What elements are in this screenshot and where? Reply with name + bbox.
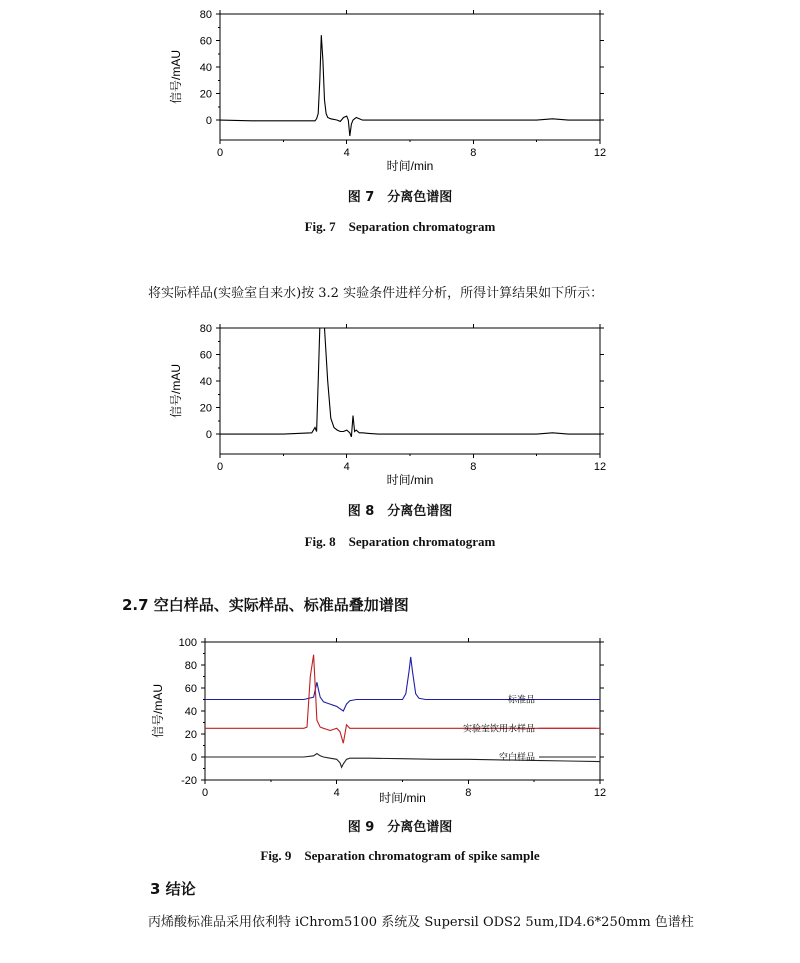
x-tick-label: 8 bbox=[465, 787, 472, 799]
conclusion-paragraph: 丙烯酸标准品采用依利特 iChrom5100 系统及 Supersil ODS2 5um,ID4.6*250mm 色谱柱 bbox=[148, 915, 694, 930]
y-tick-label: 20 bbox=[199, 88, 212, 101]
y-tick-label: -20 bbox=[181, 775, 197, 787]
y-axis-label: 信号/mAU bbox=[151, 683, 165, 739]
figure-8-chart bbox=[160, 318, 620, 494]
x-axis-label: 时间/min bbox=[386, 159, 434, 173]
y-tick-label: 40 bbox=[199, 376, 212, 389]
y-tick-label: 0 bbox=[190, 752, 197, 764]
series-line bbox=[205, 657, 600, 711]
x-tick-label: 4 bbox=[343, 147, 350, 159]
figure-9-chart bbox=[150, 630, 620, 810]
y-tick-label: 0 bbox=[205, 429, 212, 442]
legend-label: 空白样品 bbox=[498, 753, 535, 763]
figure-9-caption-en: Fig. 9 Separation chromatogram of spike sample bbox=[260, 848, 540, 863]
series-line bbox=[205, 754, 600, 768]
series-line bbox=[220, 35, 600, 136]
y-tick-label: 80 bbox=[199, 323, 212, 335]
y-tick-label: 60 bbox=[184, 683, 197, 695]
plot-frame bbox=[220, 328, 600, 454]
y-tick-label: 40 bbox=[199, 62, 212, 75]
figure-9-caption-cn: 图 9 分离色谱图 bbox=[347, 820, 453, 835]
y-tick-label: 60 bbox=[199, 35, 212, 48]
figure-7-chart bbox=[160, 0, 620, 180]
y-tick-label: 80 bbox=[199, 9, 212, 21]
legend-label: 实验室饮用水样品 bbox=[462, 724, 535, 735]
y-axis-label: 信号/mAU bbox=[169, 363, 183, 419]
legend-label: 标准品 bbox=[507, 695, 535, 706]
y-tick-label: 20 bbox=[199, 402, 212, 415]
y-tick-label: 60 bbox=[199, 349, 212, 362]
x-tick-label: 12 bbox=[593, 787, 607, 799]
figure-7-caption-cn: 图 7 分离色谱图 bbox=[347, 190, 453, 205]
x-tick-label: 12 bbox=[593, 461, 607, 473]
body-paragraph: 将实际样品(实验室自来水)按 3.2 实验条件进样分析，所得计算结果如下所示： bbox=[148, 286, 604, 301]
y-axis-label: 信号/mAU bbox=[169, 49, 183, 105]
y-tick-label: 0 bbox=[205, 115, 212, 128]
x-tick-label: 8 bbox=[470, 461, 477, 473]
x-tick-label: 8 bbox=[470, 147, 477, 159]
x-tick-label: 0 bbox=[216, 147, 224, 159]
y-tick-label: 100 bbox=[178, 637, 197, 649]
section-heading-3: 3 结论 bbox=[150, 880, 196, 898]
series-line bbox=[220, 328, 600, 437]
x-axis-label: 时间/min bbox=[379, 791, 426, 805]
x-tick-label: 4 bbox=[333, 787, 340, 799]
figure-7-caption-en: Fig. 7 Separation chromatogram bbox=[304, 219, 496, 234]
x-tick-label: 0 bbox=[216, 461, 224, 473]
x-axis-label: 时间/min bbox=[386, 473, 434, 487]
figure-8-caption-en: Fig. 8 Separation chromatogram bbox=[304, 534, 496, 549]
x-tick-label: 4 bbox=[343, 461, 350, 473]
y-tick-label: 80 bbox=[184, 660, 197, 672]
figure-8-caption-cn: 图 8 分离色谱图 bbox=[347, 504, 453, 519]
plot-frame bbox=[205, 642, 600, 780]
y-tick-label: 20 bbox=[184, 729, 197, 741]
x-tick-label: 0 bbox=[201, 787, 209, 799]
section-heading-2-7: 2.7 空白样品、实际样品、标准品叠加谱图 bbox=[122, 596, 409, 614]
y-tick-label: 40 bbox=[184, 706, 197, 718]
x-tick-label: 12 bbox=[593, 147, 607, 159]
